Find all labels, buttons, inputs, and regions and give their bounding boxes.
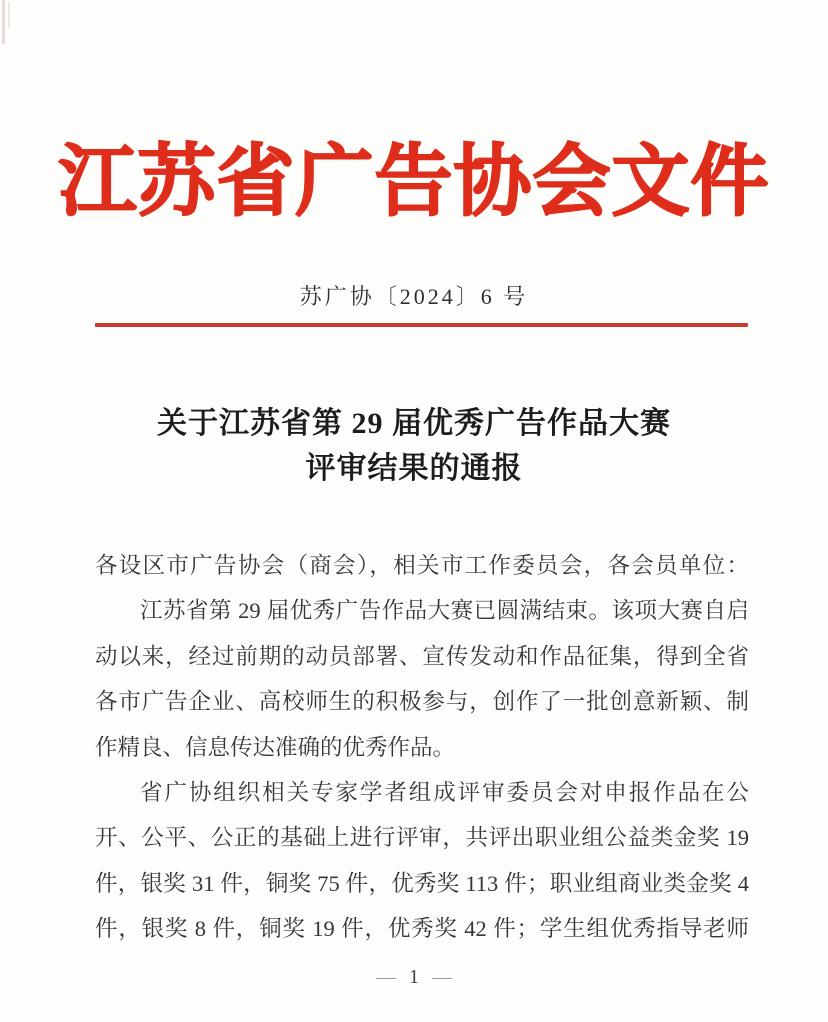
letterhead-org-title: 江苏省广告协会文件	[58, 138, 770, 225]
page-number	[0, 963, 828, 991]
body-line: 件，银奖 31 件，铜奖 75 件，优秀奖 113 件；职业组商业类金奖 4	[95, 870, 749, 896]
document-title-line-2: 评审结果的通报	[305, 452, 523, 485]
body-line: 作精良、信息传达准确的优秀作品。	[95, 734, 456, 760]
body-line: 开、公平、公正的基础上进行评审，共评出职业组公益类金奖 19	[95, 825, 749, 851]
page-number-value: 1	[409, 966, 419, 988]
body-line: 动以来，经过前期的动员部署、宣传发动和作品征集，得到全省	[95, 643, 749, 669]
scan-edge-artifact	[2, 0, 5, 44]
document-title-line-1: 关于江苏省第 29 届优秀广告作品大赛	[157, 407, 671, 440]
body-line-salutation: 各设区市广告协会（商会），相关市工作委员会，各会员单位：	[95, 553, 749, 578]
body-line: 件，银奖 8 件，铜奖 19 件，优秀奖 42 件；学生组优秀指导老师	[95, 916, 749, 942]
document-title	[0, 401, 828, 491]
document-body	[95, 543, 749, 952]
page-number-dash: —	[432, 966, 452, 988]
scan-edge-artifact	[8, 2, 10, 28]
document-reference-number: 苏广协〔2024〕6 号	[299, 284, 529, 309]
page-number-dash: —	[376, 966, 396, 988]
body-line: 各市广告企业、高校师生的积极参与，创作了一批创意新颖、制	[95, 689, 749, 715]
body-line: 江苏省第 29 届优秀广告作品大赛已圆满结束。该项大赛自启	[140, 598, 749, 624]
body-line: 省广协组织相关专家学者组成评审委员会对申报作品在公	[140, 779, 749, 805]
red-divider-rule	[95, 323, 748, 327]
